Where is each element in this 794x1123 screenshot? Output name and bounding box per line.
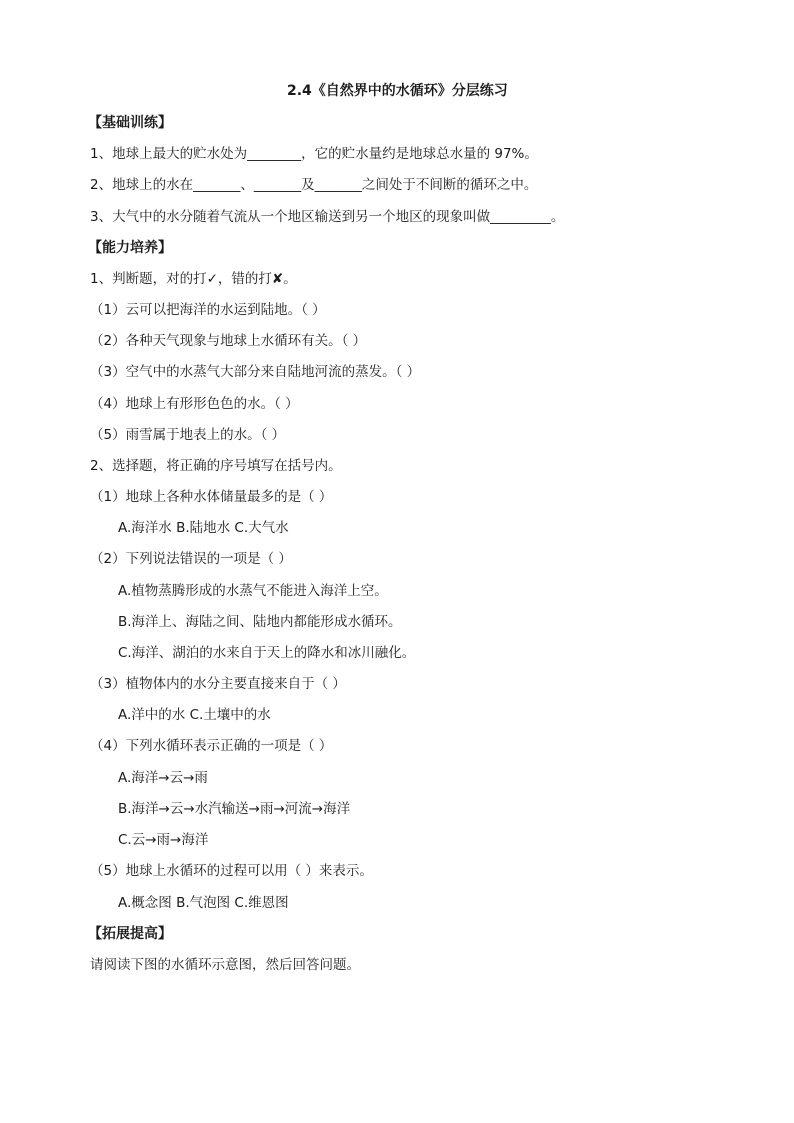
section-extend-heading: 【拓展提高】 bbox=[88, 926, 172, 942]
choice-question-1-options: A.海洋水 B.陆地水 C.大气水 bbox=[118, 520, 289, 536]
choice-question-5-options: A.概念图 B.气泡图 C.维恩图 bbox=[118, 895, 289, 911]
judge-stem: 1、判断题，对的打✓，错的打✘。 bbox=[90, 271, 297, 287]
choice-question-3-options: A.洋中的水 C.土壤中的水 bbox=[118, 707, 271, 723]
extend-instruction: 请阅读下图的水循环示意图，然后回答问题。 bbox=[90, 957, 360, 973]
choice-question-4-option-c: C.云→雨→海洋 bbox=[118, 832, 209, 848]
choice-question-4: （4）下列水循环表示正确的一项是（ ） bbox=[90, 738, 333, 754]
choice-question-4-option-a: A.海洋→云→雨 bbox=[118, 770, 208, 786]
basic-question-3: 3、大气中的水分随着气流从一个地区输送到另一个地区的现象叫做_________。 bbox=[90, 209, 565, 225]
judge-item-5: （5）雨雪属于地表上的水。（ ） bbox=[90, 427, 286, 443]
choice-question-2-option-b: B.海洋上、海陆之间、陆地内都能形成水循环。 bbox=[118, 614, 402, 630]
choice-question-4-option-b: B.海洋→云→水汽输送→雨→河流→海洋 bbox=[118, 801, 351, 817]
section-basic-heading: 【基础训练】 bbox=[88, 115, 172, 131]
judge-item-3: （3）空气中的水蒸气大部分来自陆地河流的蒸发。（ ） bbox=[90, 364, 421, 380]
choice-question-2-option-a: A.植物蒸腾形成的水蒸气不能进入海洋上空。 bbox=[118, 583, 388, 599]
judge-item-4: （4）地球上有形形色色的水。（ ） bbox=[90, 396, 299, 412]
choice-question-2: （2）下列说法错误的一项是（ ） bbox=[90, 551, 292, 567]
judge-item-1: （1）云可以把海洋的水运到陆地。（ ） bbox=[90, 302, 326, 318]
choice-question-3: （3）植物体内的水分主要直接来自于（ ） bbox=[90, 676, 346, 692]
section-ability-heading: 【能力培养】 bbox=[88, 240, 172, 256]
judge-item-2: （2）各种天气现象与地球上水循环有关。（ ） bbox=[90, 333, 367, 349]
choice-question-5: （5）地球上水循环的过程可以用（ ）来表示。 bbox=[90, 863, 373, 879]
page-title: 2.4《自然界中的水循环》分层练习 bbox=[287, 83, 508, 99]
choice-stem: 2、选择题，将正确的序号填写在括号内。 bbox=[90, 458, 342, 474]
basic-question-1: 1、地球上最大的贮水处为________，它的贮水量约是地球总水量的 97%。 bbox=[90, 146, 538, 162]
basic-question-2: 2、地球上的水在_______、_______及_______之间处于不间断的循环之中。 bbox=[90, 177, 538, 193]
choice-question-1: （1）地球上各种水体储量最多的是（ ） bbox=[90, 489, 333, 505]
choice-question-2-option-c: C.海洋、湖泊的水来自于天上的降水和冰川融化。 bbox=[118, 645, 416, 661]
